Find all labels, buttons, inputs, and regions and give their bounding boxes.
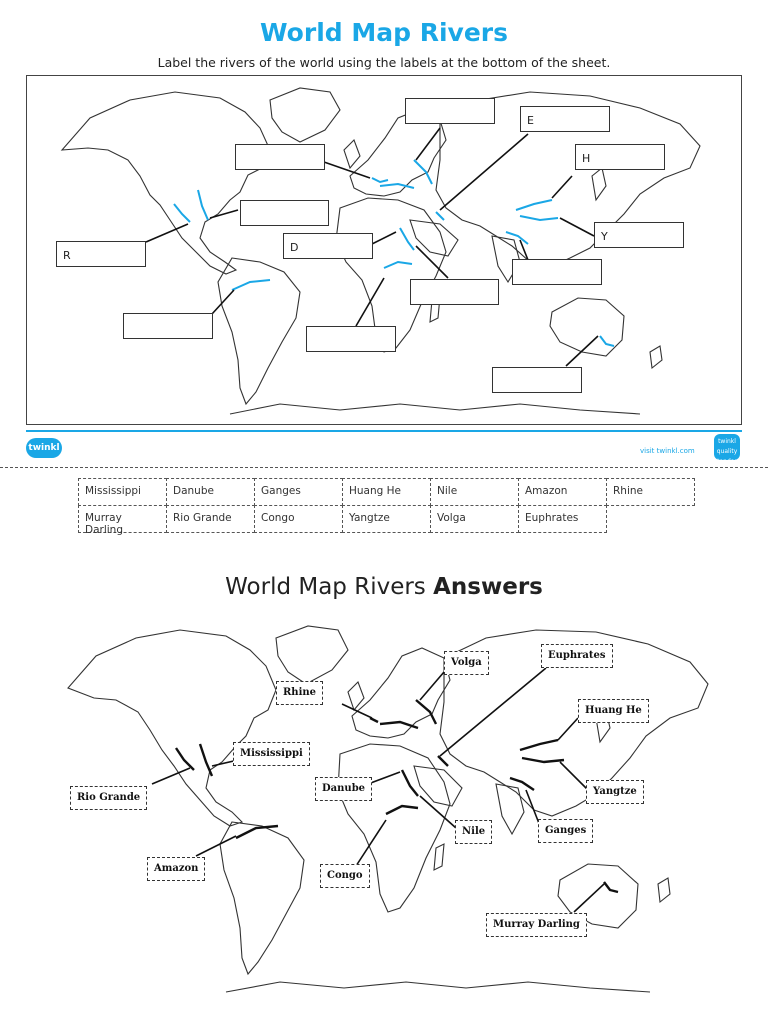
answer-label-amazon: Amazon (147, 857, 205, 881)
madagascar-outline-answers (434, 844, 444, 870)
word-bank-cell[interactable]: Yangtze (342, 505, 431, 533)
river-rhine-answer (370, 718, 378, 722)
word-bank-cell[interactable]: Rhine (606, 478, 695, 506)
twinkl-logo: twinkl (26, 438, 62, 458)
answer-label-ganges: Ganges (538, 819, 593, 843)
answer-box-r[interactable]: R (56, 241, 146, 267)
europe-outline-answers (352, 648, 450, 738)
continent-outlines-answers (68, 626, 708, 992)
visit-twinkl-text: visit twinkl.com (640, 447, 695, 455)
greenland-outline-answers (276, 626, 348, 684)
rivers-black (176, 700, 618, 892)
word-bank-cell[interactable]: Murray Darling (78, 505, 167, 533)
worksheet-title: World Map Rivers (260, 18, 508, 47)
new-zealand-outline-answers (658, 878, 670, 902)
word-bank-cell[interactable]: Volga (430, 505, 519, 533)
river-murray-darling-answer (604, 882, 618, 892)
river-nile-answer (402, 770, 418, 796)
answers-title-bold: Answers (433, 574, 543, 600)
answer-box-y[interactable]: Y (594, 222, 684, 248)
quality-badge: twinkl quality standard (714, 434, 740, 460)
word-bank-cell[interactable]: Nile (430, 478, 519, 506)
word-bank-cell[interactable]: Danube (166, 478, 255, 506)
south-america-outline-answers (220, 822, 304, 974)
word-bank-cell[interactable]: Huang He (342, 478, 431, 506)
answers-title-main: World Map Rivers (225, 574, 426, 600)
answer-label-rio-grande: Rio Grande (70, 786, 147, 810)
answer-box-d[interactable]: D (283, 233, 373, 259)
river-congo-answer (386, 806, 418, 814)
answer-label-nile: Nile (455, 820, 492, 844)
answer-label-congo: Congo (320, 864, 370, 888)
word-bank-cell[interactable]: Mississippi (78, 478, 167, 506)
answer-label-volga: Volga (444, 651, 489, 675)
answer-label-rhine: Rhine (276, 681, 323, 705)
uk-outline-answers (348, 682, 364, 710)
river-rio-grande-answer (176, 748, 194, 770)
answer-box-e[interactable]: E (520, 106, 610, 132)
river-yangtze-answer (522, 758, 564, 762)
river-mississippi-answer (200, 744, 212, 776)
word-bank-cell[interactable]: Euphrates (518, 505, 607, 533)
answer-label-mississippi: Mississippi (233, 742, 310, 766)
answer-label-murray-darling: Murray Darling (486, 913, 587, 937)
india-outline-answers (496, 784, 524, 834)
answer-label-huang-he: Huang He (578, 699, 649, 723)
answer-label-euphrates: Euphrates (541, 644, 613, 668)
arabia-outline-answers (414, 766, 462, 806)
river-euphrates-answer (438, 756, 448, 766)
word-bank-cell[interactable]: Rio Grande (166, 505, 255, 533)
river-danube-answer (380, 722, 418, 728)
answer-label-yangtze: Yangtze (586, 780, 644, 804)
answer-box-h[interactable]: H (575, 144, 665, 170)
word-bank-cell[interactable]: Amazon (518, 478, 607, 506)
river-amazon-answer (236, 826, 278, 838)
antarctica-outline-answers (226, 982, 650, 992)
answer-label-danube: Danube (315, 777, 372, 801)
river-ganges-answer (510, 778, 534, 790)
worksheet-instruction: Label the rivers of the world using the labels at the bottom of the sheet. (157, 55, 611, 70)
river-huang-he-answer (520, 740, 558, 750)
word-bank-cell[interactable]: Ganges (254, 478, 343, 506)
word-bank-cell[interactable]: Congo (254, 505, 343, 533)
